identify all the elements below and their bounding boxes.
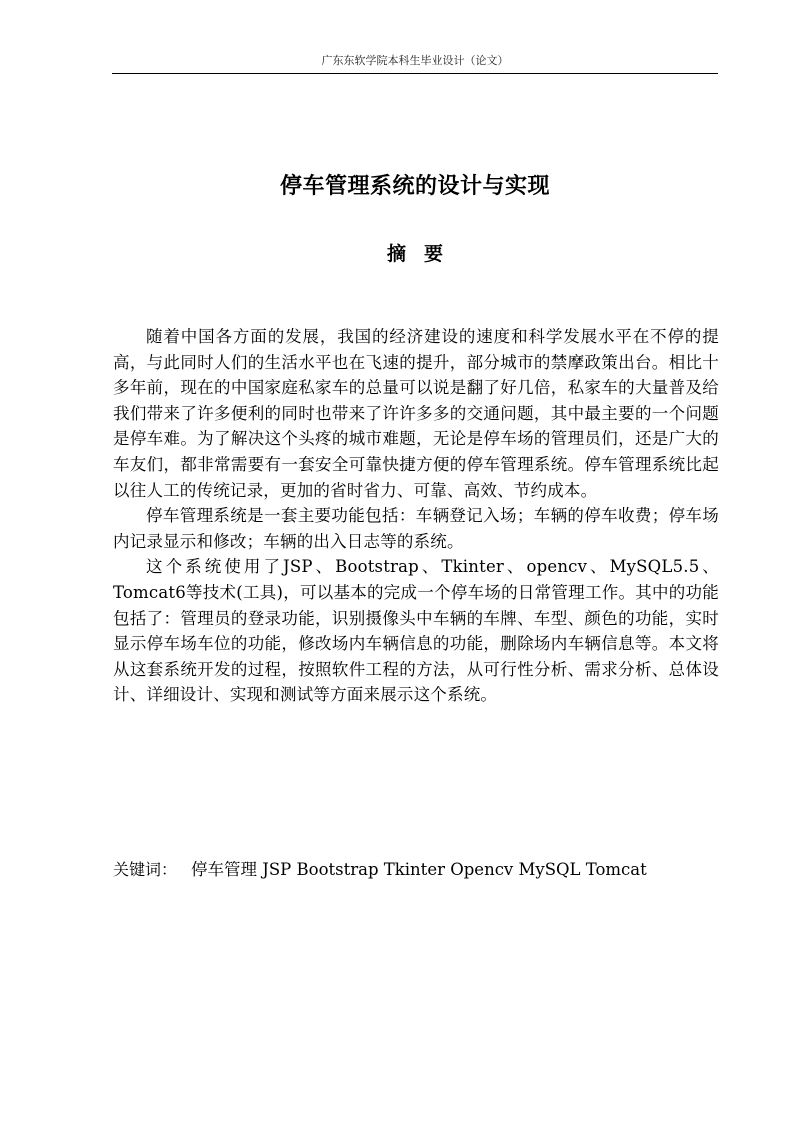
keywords-label: 关键词： [113, 860, 178, 879]
abstract-paragraph-3: 这个系统使用了JSP、Bootstrap、Tkinter、opencv、MySQL5.5、Tomcat6等技术(工具)，可以基本的完成一个停车场的日常管理工作。其中的功能包括了：管理员的登录功能，识别摄像头中车辆的车牌、车型、颜色的功能，实时显示停车场车位的功能，修改场内车辆信息的功能，删除场内车辆信息等。本文将从这套系统开发的过程，按照软件工程的方法，从可行性分析、需求分析、总体设计、详细设计、实现和测试等方面来展示这个系统。 [113, 557, 719, 705]
abstract-paragraph-1: 随着中国各方面的发展，我国的经济建设的速度和科学发展水平在不停的提高，与此同时人们的生活水平也在飞速的提升，部分城市的禁摩政策出台。相比十多年前，现在的中国家庭私家车的总量可以说是翻了好几倍，私家车的大量普及给我们带来了许多便利的同时也带来了许许多多的交通问题，其中最主要的一个问题是停车难。为了解决这个头疼的城市难题，无论是停车场的管理员们，还是广大的车友们，都非常需要有一套安全可靠快捷方便的停车管理系统。停车管理系统比起以往人工的传统记录，更加的省时省力、可靠、高效、节约成本。 [113, 327, 719, 500]
abstract-paragraph-2: 停车管理系统是一套主要功能包括：车辆登记入场；车辆的停车收费；停车场内记录显示和修改；车辆的出入日志等的系统。 [113, 506, 719, 551]
keywords-line [113, 857, 719, 883]
thesis-title: 停车管理系统的设计与实现 [279, 174, 550, 199]
page-header-text: 广东东软学院本科生毕业设计（论文） [321, 54, 509, 67]
page-header [112, 53, 718, 74]
abstract-body [113, 324, 719, 708]
abstract-heading: 摘要 [386, 243, 461, 265]
keywords-value: 停车管理 JSP Bootstrap Tkinter Opencv MySQL Tomcat [191, 860, 647, 879]
